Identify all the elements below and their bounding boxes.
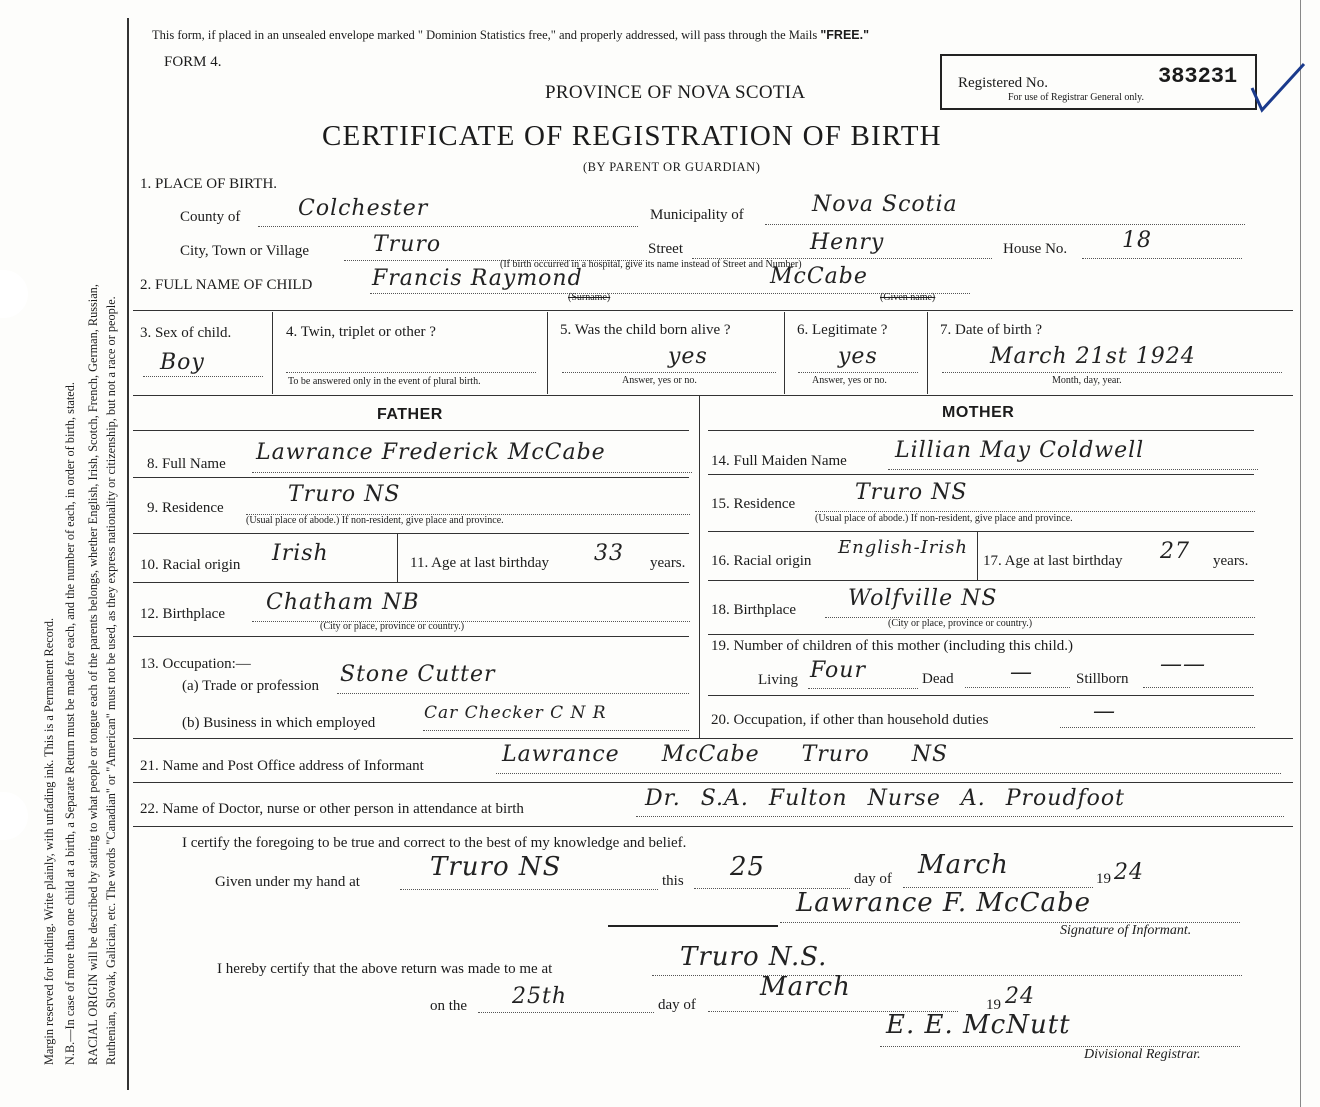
informant-signature-caption: Signature of Informant. <box>1060 923 1192 938</box>
form-number: FORM 4. <box>164 54 222 70</box>
doctor-label: 22. Name of Doctor, nurse or other person in attendance at birth <box>140 801 524 817</box>
mother-name-value: Lillian May Coldwell <box>895 438 1145 463</box>
house-value: 18 <box>1122 228 1152 253</box>
mother-birthplace-label: 18. Birthplace <box>711 602 796 618</box>
father-birthplace-value: Chatham NB <box>266 590 420 615</box>
father-race-label: 10. Racial origin <box>140 557 241 573</box>
page-title: CERTIFICATE OF REGISTRATION OF BIRTH <box>322 120 942 152</box>
dead-label: Dead <box>922 671 954 687</box>
alive-value: yes <box>668 344 708 369</box>
certify-statement: I certify the foregoing to be true and correct to the best of my knowledge and belief. <box>182 835 687 851</box>
father-heading: FATHER <box>377 406 443 423</box>
given-place-value: Truro NS <box>430 852 562 882</box>
margin-note-4: Ruthenian, Slovak, Galician, etc. The words "Canadian" or "American" must not be used, as they express nationality or citizenship, but not a race or people. <box>104 296 118 1065</box>
parents-divider <box>699 396 700 738</box>
mother-name-label: 14. Full Maiden Name <box>711 453 847 469</box>
binding-hole-bottom <box>0 792 28 840</box>
mother-residence-note: (Usual place of abode.) If non-resident, give place and province. <box>815 513 1073 524</box>
certify-year-prefix: 19 <box>1096 871 1111 887</box>
certify-month-value: March <box>918 850 1009 880</box>
page-subtitle: (BY PARENT OR GUARDIAN) <box>583 160 761 174</box>
dead-value: — <box>1010 660 1033 685</box>
father-race-value: Irish <box>272 541 329 566</box>
informant-signature: Lawrance F. McCabe <box>796 888 1092 918</box>
county-label: County of <box>180 209 241 225</box>
informant-value: Lawrance McCabe Truro NS <box>502 742 949 767</box>
registrar-day-of: day of <box>658 997 696 1013</box>
margin-note-1: Margin reserved for binding. Write plainly, with unfading ink. This is a Permanent Record. <box>42 617 56 1065</box>
mother-birthplace-value: Wolfville NS <box>848 586 998 611</box>
registrar-year-prefix: 19 <box>986 997 1001 1013</box>
living-label: Living <box>758 672 798 688</box>
father-residence-label: 9. Residence <box>147 500 224 516</box>
alive-label: 5. Was the child born alive ? <box>560 322 731 338</box>
municipality-label: Municipality of <box>650 207 744 223</box>
legitimate-value: yes <box>838 344 878 369</box>
checkmark-icon <box>1248 58 1308 118</box>
twin-note: To be answered only in the event of plural birth. <box>288 376 481 387</box>
informant-label: 21. Name and Post Office address of Informant <box>140 758 424 774</box>
child-surname: McCabe <box>770 264 868 289</box>
mother-age-years: years. <box>1213 553 1249 569</box>
registrar-month-value: March <box>760 972 851 1002</box>
father-name-label: 8. Full Name <box>147 456 226 472</box>
certify-day-of: day of <box>854 871 892 887</box>
right-border <box>1300 0 1301 1107</box>
province-heading: PROVINCE OF NOVA SCOTIA <box>545 82 806 103</box>
sex-value: Boy <box>160 350 205 375</box>
street-value: Henry <box>810 230 885 255</box>
father-birthplace-label: 12. Birthplace <box>140 606 225 622</box>
doctor-value: Dr. S.A. Fulton Nurse A. Proudfoot <box>645 786 1125 811</box>
registrar-statement: I hereby certify that the above return was made to me at <box>217 961 553 977</box>
left-border <box>127 18 129 1090</box>
registered-number: 383231 <box>1158 64 1238 89</box>
registrar-on-the: on the <box>430 998 468 1014</box>
mail-note-free: "FREE." <box>820 28 870 42</box>
father-age-value: 33 <box>594 541 624 566</box>
children-count-label: 19. Number of children of this mother (including this child.) <box>711 638 1074 654</box>
certify-day-value: 25 <box>730 852 766 882</box>
alive-note: Answer, yes or no. <box>622 375 697 386</box>
registrar-caption: Divisional Registrar. <box>1084 1047 1201 1062</box>
registrar-signature: E. E. McNutt <box>886 1010 1071 1040</box>
binding-hole-top <box>0 270 28 318</box>
house-label: House No. <box>1003 241 1068 257</box>
father-occupation-label: 13. Occupation:— <box>140 656 251 672</box>
surname-note: (Surname) <box>568 292 611 303</box>
father-residence-value: Truro NS <box>288 482 401 507</box>
mother-age-value: 27 <box>1160 539 1190 564</box>
business-value: Car Checker C N R <box>424 703 607 723</box>
trade-value: Stone Cutter <box>340 662 496 687</box>
legitimate-label: 6. Legitimate ? <box>797 322 888 338</box>
city-label: City, Town or Village <box>180 243 310 259</box>
municipality-value: Nova Scotia <box>812 192 958 217</box>
living-value: Four <box>810 658 866 683</box>
mother-residence-value: Truro NS <box>855 480 968 505</box>
mother-heading: MOTHER <box>942 404 1015 421</box>
given-label: Given under my hand at <box>215 874 360 890</box>
stillborn-label: Stillborn <box>1076 671 1129 687</box>
margin-note-3: RACIAL ORIGIN will be described by stating to what people or tongue each of the parents belongs, whether English, Irish, Scotch, French, German, Russian, <box>86 284 100 1065</box>
place-section-label: 1. PLACE OF BIRTH. <box>140 176 278 192</box>
father-name-value: Lawrance Frederick McCabe <box>256 440 606 465</box>
mother-residence-label: 15. Residence <box>711 496 796 512</box>
street-label: Street <box>648 241 683 257</box>
certify-year-value: 24 <box>1114 860 1144 885</box>
mother-birthplace-note: (City or place, province or country.) <box>888 618 1033 629</box>
stillborn-value: —— <box>1160 652 1206 677</box>
mother-occupation-label: 20. Occupation, if other than household duties <box>711 712 989 728</box>
dob-note: Month, day, year. <box>1052 375 1122 386</box>
registrar-day-value: 25th <box>512 984 568 1009</box>
father-age-years: years. <box>650 555 686 571</box>
twin-label: 4. Twin, triplet or other ? <box>286 324 436 340</box>
father-age-label: 11. Age at last birthday <box>410 555 549 571</box>
given-name-note: (Given name) <box>880 292 936 303</box>
mother-age-label: 17. Age at last birthday <box>983 553 1123 569</box>
city-value: Truro <box>373 232 442 257</box>
county-value: Colchester <box>298 196 429 221</box>
mother-occupation-value: — <box>1093 699 1116 724</box>
signature-rule <box>608 925 778 927</box>
registrar-place-value: Truro N.S. <box>680 942 828 972</box>
registered-label: Registered No. <box>958 75 1048 91</box>
trade-label: (a) Trade or profession <box>182 678 320 694</box>
mail-note: This form, if placed in an unsealed envelope marked " Dominion Statistics free," and properly addressed, will pass through the Mails "FREE." <box>152 28 870 42</box>
father-birthplace-note: (City or place, province or country.) <box>320 621 465 632</box>
registrar-year-value: 24 <box>1005 984 1035 1009</box>
sex-label: 3. Sex of child. <box>140 325 232 341</box>
legitimate-note: Answer, yes or no. <box>812 375 887 386</box>
child-name-label: 2. FULL NAME OF CHILD <box>140 277 313 293</box>
registrar-note: For use of Registrar General only. <box>1008 92 1144 103</box>
this-label: this <box>662 873 684 889</box>
dob-label: 7. Date of birth ? <box>940 322 1043 338</box>
margin-note-2: N.B.—In case of more than one child at a birth, a Separate Return must be made for each, and the number of each, in order of birth, stated. <box>63 382 77 1065</box>
business-label: (b) Business in which employed <box>182 715 376 731</box>
child-given-name: Francis Raymond <box>372 266 583 291</box>
father-residence-note: (Usual place of abode.) If non-resident, give place and province. <box>246 515 504 526</box>
mother-race-label: 16. Racial origin <box>711 553 812 569</box>
mother-race-value: English-Irish <box>838 537 968 558</box>
dob-value: March 21st 1924 <box>990 344 1196 369</box>
hospital-note: (If birth occurred in a hospital, give its name instead of Street and Number) <box>500 259 802 270</box>
